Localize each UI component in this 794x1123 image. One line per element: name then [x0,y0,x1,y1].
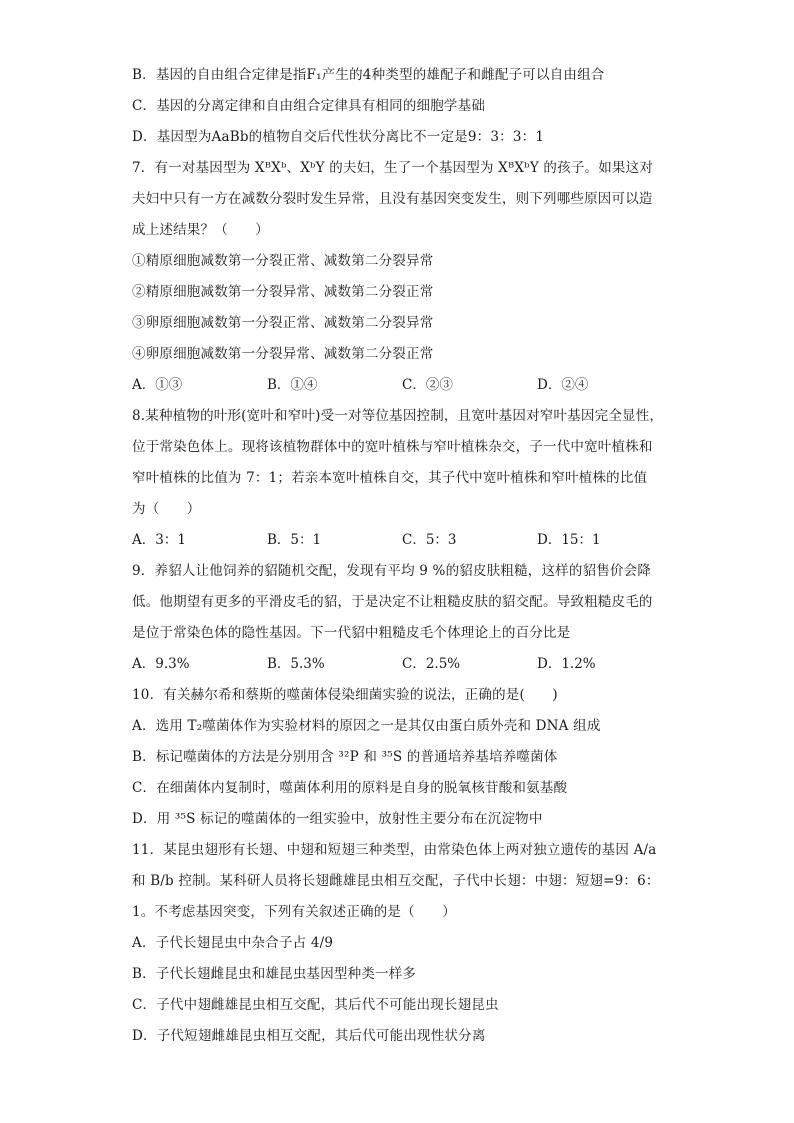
q11-stem-line: 11．某昆虫翅形有长翅、中翅和短翅三种类型，由常染色体上两对独立遗传的基因 A/a [132,842,657,858]
q10-option-b: B．标记噬菌体的方法是分别用含 ³²P 和 ³⁵S 的普通培养基培养噬菌体 [132,749,558,765]
q8-stem-line: 位于常染色体上。现将该植物群体中的宽叶植株与窄叶植株杂交，子一代中宽叶植株和 [132,439,653,455]
q7-item: ④卵原细胞减数第一分裂异常、减数第二分裂正常 [132,346,434,362]
q8-option-a: A．3：1 [132,532,186,548]
q7-options [132,370,672,401]
q7-option-c: C．②③ [402,377,453,393]
q7-item: ②精原细胞减数第一分裂异常、减数第二分裂正常 [132,284,434,300]
q7-stem-line: 成上述结果？（ ） [132,222,269,238]
q9-stem-line: 低。他期望有更多的平滑皮毛的貂，于是决定不让粗糙皮肤的貂交配。导致粗糙皮毛的 [132,594,653,610]
question-8 [132,401,672,556]
q8-stem-line: 8.某种植物的叶形(宽叶和窄叶)受一对等位基因控制，且宽叶基因对窄叶基因完全显性， [132,408,664,424]
q8-options [132,525,672,556]
q10-option-a: A．选用 T₂噬菌体作为实验材料的原因之一是其仅由蛋白质外壳和 DNA 组成 [132,718,601,734]
q9-option-c: C．2.5% [402,656,461,672]
question-11 [132,835,672,1052]
q9-option-d: D．1.2% [537,656,596,672]
q11-option-a: A．子代长翅昆虫中杂合子占 4/9 [132,935,334,951]
q8-stem-line: 窄叶植株的比值为 7：1；若亲本宽叶植株自交，其子代中宽叶植株和窄叶植株的比值 [132,470,648,486]
q10-stem: 10．有关赫尔希和蔡斯的噬菌体侵染细菌实验的说法，正确的是( ) [132,687,558,703]
q6-option-c: C．基因的分离定律和自由组合定律具有相同的细胞学基础 [132,98,486,114]
q9-stem-line: 9．养貂人让他饲养的貂随机交配，发现有平均 9 %的貂皮肤粗糙，这样的貂售价会降 [132,563,652,579]
q6-option-b: B．基因的自由组合定律是指F₁产生的4种类型的雄配子和雌配子可以自由组合 [132,67,605,83]
q7-item: ①精原细胞减数第一分裂正常、减数第二分裂异常 [132,253,434,269]
question-10 [132,680,672,835]
question-9 [132,556,672,680]
q8-stem-line: 为（ ） [132,501,201,517]
q9-options [132,649,672,680]
q11-option-c: C．子代中翅雌雄昆虫相互交配，其后代不可能出现长翅昆虫 [132,997,499,1013]
q11-stem-line: 1。不考虑基因突变，下列有关叙述正确的是（ ） [132,904,456,920]
q9-option-a: A．9.3% [132,656,190,672]
q11-stem-line: 和 B/b 控制。某科研人员将长翅雌雄昆虫相互交配，子代中长翅：中翅：短翅=9：6： [132,873,660,889]
q7-option-a: A．①③ [132,377,183,393]
q7-stem-line: 夫妇中只有一方在减数分裂时发生异常，且没有基因突变发生，则下列哪些原因可以造 [132,191,653,207]
q7-option-b: B．①④ [267,377,318,393]
q7-stem-line: 7．有一对基因型为 XᴮXᵇ、XᵇY 的夫妇，生了一个基因型为 XᴮXᵇY 的孩子。如果这对 [132,160,654,176]
q8-option-c: C．5：3 [402,532,457,548]
q10-option-d: D．用 ³⁵S 标记的噬菌体的一组实验中，放射性主要分布在沉淀物中 [132,811,543,827]
question-7 [132,153,672,401]
q7-item: ③卵原细胞减数第一分裂正常、减数第二分裂异常 [132,315,434,331]
q9-stem-line: 是位于常染色体的隐性基因。下一代貂中粗糙皮毛个体理论上的百分比是 [132,625,571,641]
q8-option-d: D．15：1 [537,532,601,548]
q6-option-d: D．基因型为AaBb的植物自交后代性状分离比不一定是9：3：3：1 [132,129,545,145]
q9-option-b: B．5.3% [267,656,325,672]
q11-option-d: D．子代短翅雌雄昆虫相互交配，其后代可能出现性状分离 [132,1028,486,1044]
document-page [132,60,672,1052]
q11-option-b: B．子代长翅雌昆虫和雄昆虫基因型种类一样多 [132,966,417,982]
q7-option-d: D．②④ [537,377,589,393]
q8-option-b: B．5：1 [267,532,322,548]
q10-option-c: C．在细菌体内复制时，噬菌体利用的原料是自身的脱氧核苷酸和氨基酸 [132,780,568,796]
